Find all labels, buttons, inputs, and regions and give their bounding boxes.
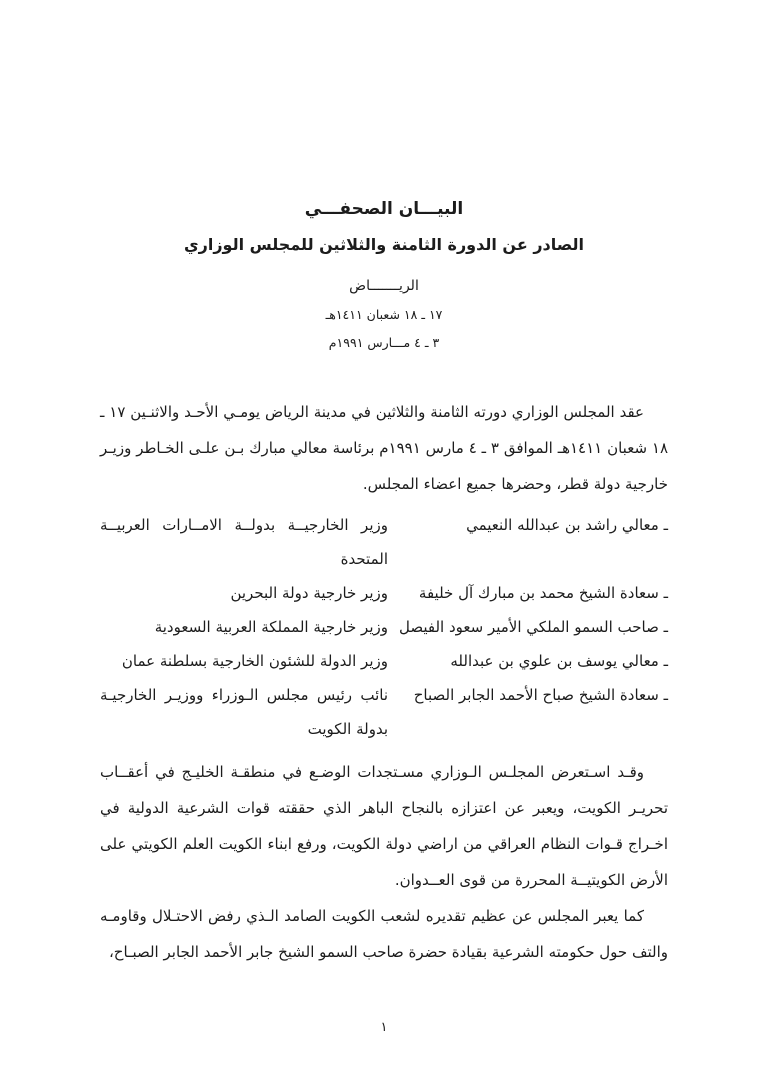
attendee-name: ـ صاحب السمو الملكي الأمير سعود الفيصل [398,618,668,636]
attendee-row [100,576,668,610]
attendee-name: ـ معالي راشد بن عبدالله النعيمي [466,516,668,534]
attendee-role: وزير الدولة للشئون الخارجية بسلطنة عمان [121,652,388,670]
page-number: ١ [380,1020,388,1035]
attendee-row [100,644,668,678]
attendee-row [100,678,668,746]
attendee-role: نائب رئيس مجلس الـوزراء ووزيـر الخارجيـة بدولة الكويت [100,686,388,738]
document-subtitle: الصادر عن الدورة الثامنة والثلاثين للمجلس الوزاري [183,235,585,254]
attendee-role: وزير الخارجيــة بدولــة الامــارات العربيــة المتحدة [100,516,388,568]
location-line: الريـــــــاض [349,278,419,294]
attendee-name: ـ سعادة الشيخ محمد بن مبارك آل خليفة [418,584,668,602]
paragraph-opening: عقد المجلس الوزاري دورته الثامنة والثلاثين في مدينة الرياض يومـي الأحـد والاثنـين ١٧ ـ ١٨ شعبان ١٤١١هـ الموافق ٣ ـ ٤ مارس ١٩٩١م برئاسة معالي مبارك بـن علـى الخـاطر وزيـر خارجية دولة قطر، وحضرها جميع اعضاء المجلس. [100,403,669,493]
date-gregorian: ٣ ـ ٤ مـــارس ١٩٩١م [328,335,440,350]
paragraph-tribute: كما يعبر المجلس عن عظيم تقديره لشعب الكويت الصامد الـذي رفض الاحتـلال وقاومـه والتف حول حكومته الشرعية بقيادة حضرة صاحب السمو الشيخ جابر الأحمد الجابر الصبـاح، [100,907,668,961]
attendee-row [100,508,668,576]
attendee-role: وزير خارجية المملكة العربية السعودية [154,618,388,636]
attendee-name: ـ سعادة الشيخ صباح الأحمد الجابر الصباح [413,686,668,704]
attendee-row [100,610,668,644]
attendee-name: ـ معالي يوسف بن علوي بن عبدالله [450,652,668,670]
document-header [100,197,668,350]
paragraph-review: وقـد اسـتعرض المجلـس الـوزاري مسـتجدات الوضـع في منطقـة الخليـج في أعقــاب تحريـر الكويت، ويعبر عن اعتزازه بالنجاح الباهر الذي حققته قوات الشرعية الدولية في اخـراج قـوات النظام العراقي من اراضي دولة الكويت، ورفع ابناء الكويت العلم الكويتي على الأرض الكويتيــة المحررة من قوى العــدوان. [100,763,668,889]
attendee-role: وزير خارجية دولة البحرين [230,584,388,602]
document-title: البيـــان الصحفـــي [304,199,464,219]
attendees-list [100,508,668,746]
date-hijri: ١٧ ـ ١٨ شعبان ١٤١١هـ [325,307,443,322]
document-body [100,394,668,970]
